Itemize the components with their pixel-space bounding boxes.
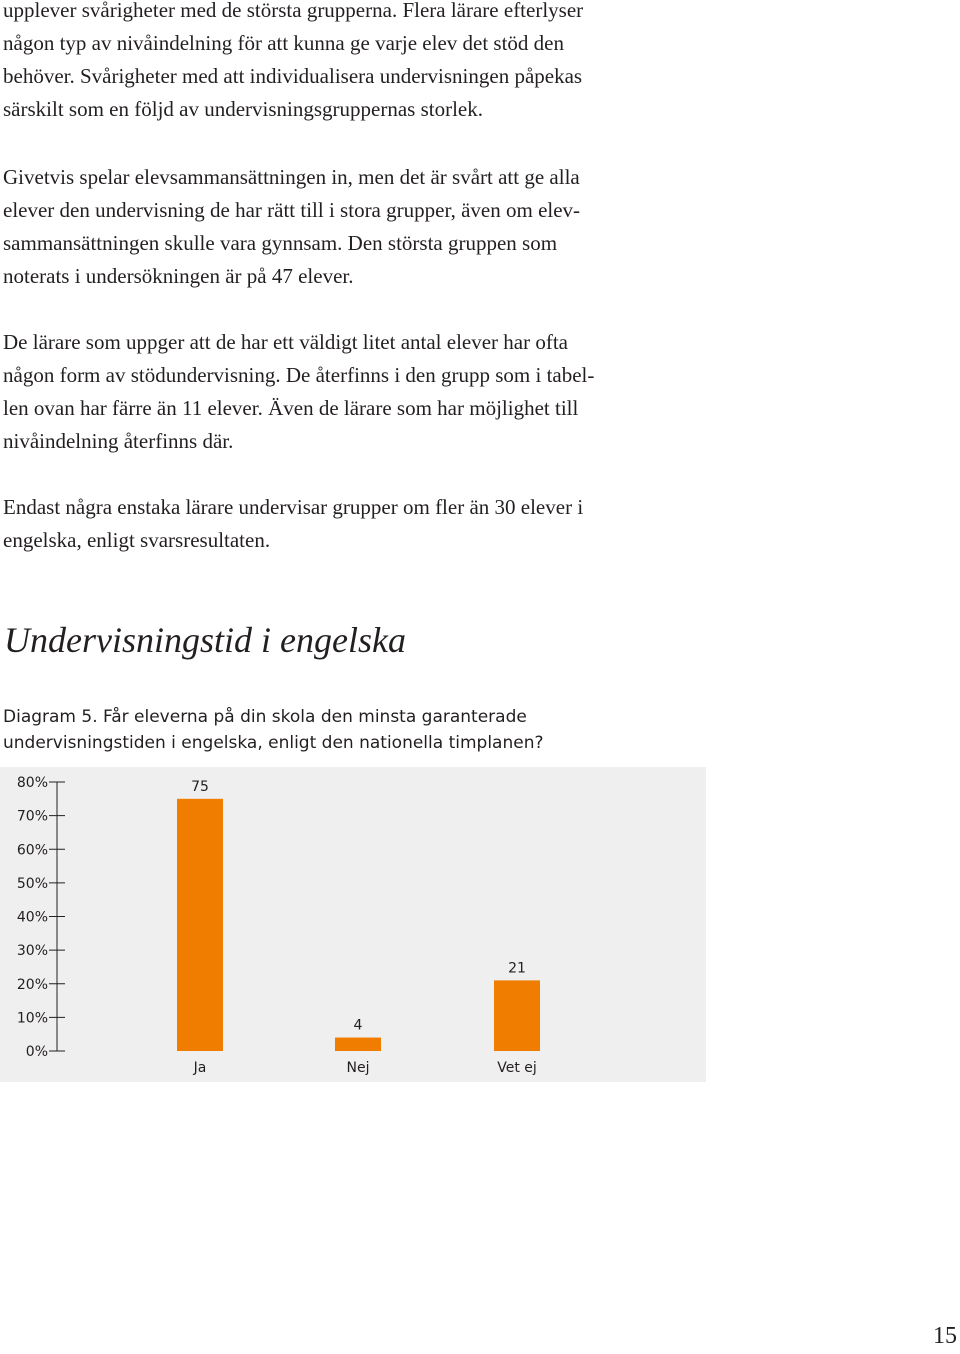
category-label: Vet ej <box>497 1060 537 1076</box>
bar-value-label: 75 <box>191 778 209 795</box>
paragraph-line: någon form av stödundervisning. De återfinns i den grupp som i tabel- <box>3 363 595 387</box>
y-tick-label: 40% <box>16 909 48 926</box>
paragraph-line: elever den undervisning de har rätt till i stora grupper, även om elev- <box>3 198 581 222</box>
paragraph-line: någon typ av nivåindelning för att kunna ge varje elev det stöd den <box>3 31 565 55</box>
bar-nej <box>335 1038 381 1051</box>
y-tick-label: 20% <box>16 976 48 993</box>
y-tick-label: 70% <box>16 808 48 825</box>
bar-vet-ej <box>494 980 540 1051</box>
y-tick-label: 80% <box>16 775 48 791</box>
paragraph-line: behöver. Svårigheter med att individualisera undervisningen påpekas <box>3 64 583 88</box>
y-tick-label: 10% <box>16 1010 48 1027</box>
y-tick-label: 50% <box>16 875 48 892</box>
paragraph-line: De lärare som uppger att de har ett väldigt litet antal elever har ofta <box>3 330 569 354</box>
paragraph-line: Givetvis spelar elevsammansättningen in, men det är svårt att ge alla <box>3 165 580 189</box>
paragraph-line: Endast några enstaka lärare undervisar grupper om fler än 30 elever i <box>3 495 584 519</box>
diagram-caption <box>3 704 544 756</box>
paragraph-line: upplever svårigheter med de största grupperna. Flera lärare efterlyser <box>3 0 584 22</box>
category-label: Ja <box>193 1060 207 1076</box>
y-tick-label: 60% <box>16 842 48 859</box>
page-number: 15 <box>933 1323 957 1349</box>
paragraph-line: särskilt som en följd av undervisningsgruppernas storlek. <box>3 97 484 121</box>
paragraph-line: nivåindelning återfinns där. <box>3 429 234 453</box>
paragraph-line: engelska, enligt svarsresultaten. <box>3 528 271 552</box>
body-paragraph-4 <box>3 491 723 557</box>
caption-line: undervisningstiden i engelska, enligt den nationella timplanen? <box>3 733 544 753</box>
category-label: Nej <box>346 1060 370 1076</box>
paragraph-line: sammansättningen skulle vara gynnsam. Den största gruppen som <box>3 231 558 255</box>
body-paragraph-1 <box>3 0 723 126</box>
body-paragraph-2 <box>3 161 723 293</box>
caption-line: Diagram 5. Får eleverna på din skola den minsta garanterade <box>3 707 527 727</box>
bar-ja <box>177 799 223 1051</box>
bar-chart <box>0 760 720 1090</box>
paragraph-line: noterats i undersökningen är på 47 elever. <box>3 264 354 288</box>
section-heading: Undervisningstid i engelska <box>4 620 406 660</box>
body-paragraph-3 <box>3 326 723 458</box>
y-tick-label: 30% <box>16 943 48 960</box>
paragraph-line: len ovan har färre än 11 elever. Även de lärare som har möjlighet till <box>3 396 579 420</box>
y-tick-label: 0% <box>25 1044 48 1060</box>
bar-value-label: 4 <box>353 1017 363 1034</box>
bar-value-label: 21 <box>508 960 526 977</box>
plot-background <box>0 767 706 1082</box>
axis-label-backdrop <box>0 760 67 767</box>
